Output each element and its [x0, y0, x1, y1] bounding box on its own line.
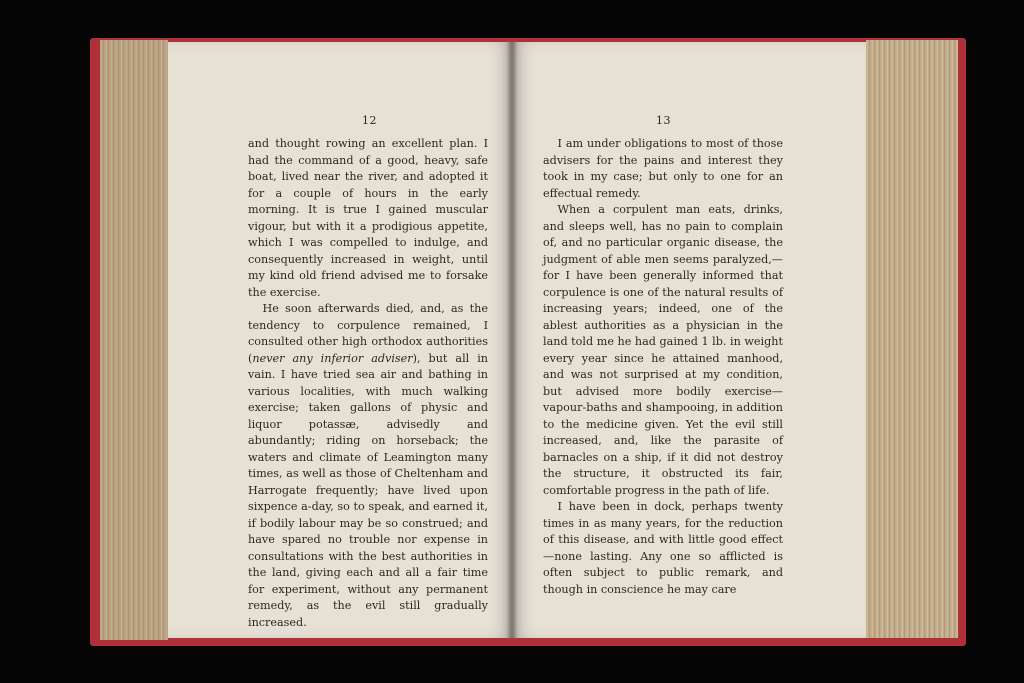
left-page-edges: [100, 40, 168, 640]
right-paragraph-1: I am under obligations to most of those advisers for the pains and interest they took in my case; but only to one for an effectual remedy.: [543, 137, 783, 200]
right-page: [512, 42, 866, 638]
book-gutter: [506, 42, 518, 638]
right-paragraph-2: When a corpulent man eats, drinks, and sleeps well, has no pain to complain of, and no particular organic disease, the judgment of able men seems paralyzed,—for I have been generally informed that corpulence is one of the natural results of increasing years; indeed, one of the ablest authorities as a physician in the land told me he had gained 1 lb. in weight every year since he attained manhood, and was not surprised at my condition, but advised more bodily exercise—vapour-baths and shampooing, in addition to the medicine given. Yet the evil still increased, and, like the parasite of barnacles on a ship, if it did not destroy the structure, it obstructed its fair, comfortable progress in the path of life.: [543, 203, 783, 497]
left-paragraph-2-after: ), but all in vain. I have tried sea air and bathing in various localities, with much walking exercise; taken gallons of physic and liquor potassæ, advisedly and abundantly; riding on horseback; the waters and climate of Leamington many times, as well as those of Cheltenham and Harrogate frequently; have lived upon sixpence a-day, so to speak, and earned it, if bodily labour may be so construed; and have spared no trouble nor expense in consultations with the best authorities in the land, giving each and all a fair time for experiment, without any permanent remedy, as the evil still gradually increased.: [248, 351, 488, 629]
left-paragraph-2-italic: never any inferior adviser: [252, 351, 413, 365]
left-page: [168, 42, 512, 638]
left-paragraph-2-before: He soon afterwards died, and, as the tendency to corpulence remained, I consulted other high orthodox authorities (: [248, 302, 488, 365]
left-paragraph-2: [248, 301, 488, 631]
right-page-text: [543, 136, 783, 598]
right-page-edges: [866, 40, 958, 638]
right-page-number: 13: [656, 114, 671, 127]
left-page-text: [248, 136, 488, 631]
left-paragraph-1: and thought rowing an excellent plan. I had the command of a good, heavy, safe boat, lived near the river, and adopted it for a couple of hours in the early morning. It is true I gained muscular vigour, but with it a prodigious appetite, which I was compelled to indulge, and consequently increased in weight, until my kind old friend advised me to forsake the exercise.: [248, 137, 488, 299]
right-paragraph-3: I have been in dock, perhaps twenty times in as many years, for the reduction of this disease, and with little good effect—none lasting. Any one so afflicted is often subject to public remark, and though in conscience he may care: [543, 500, 783, 596]
left-page-number: 12: [362, 114, 377, 127]
